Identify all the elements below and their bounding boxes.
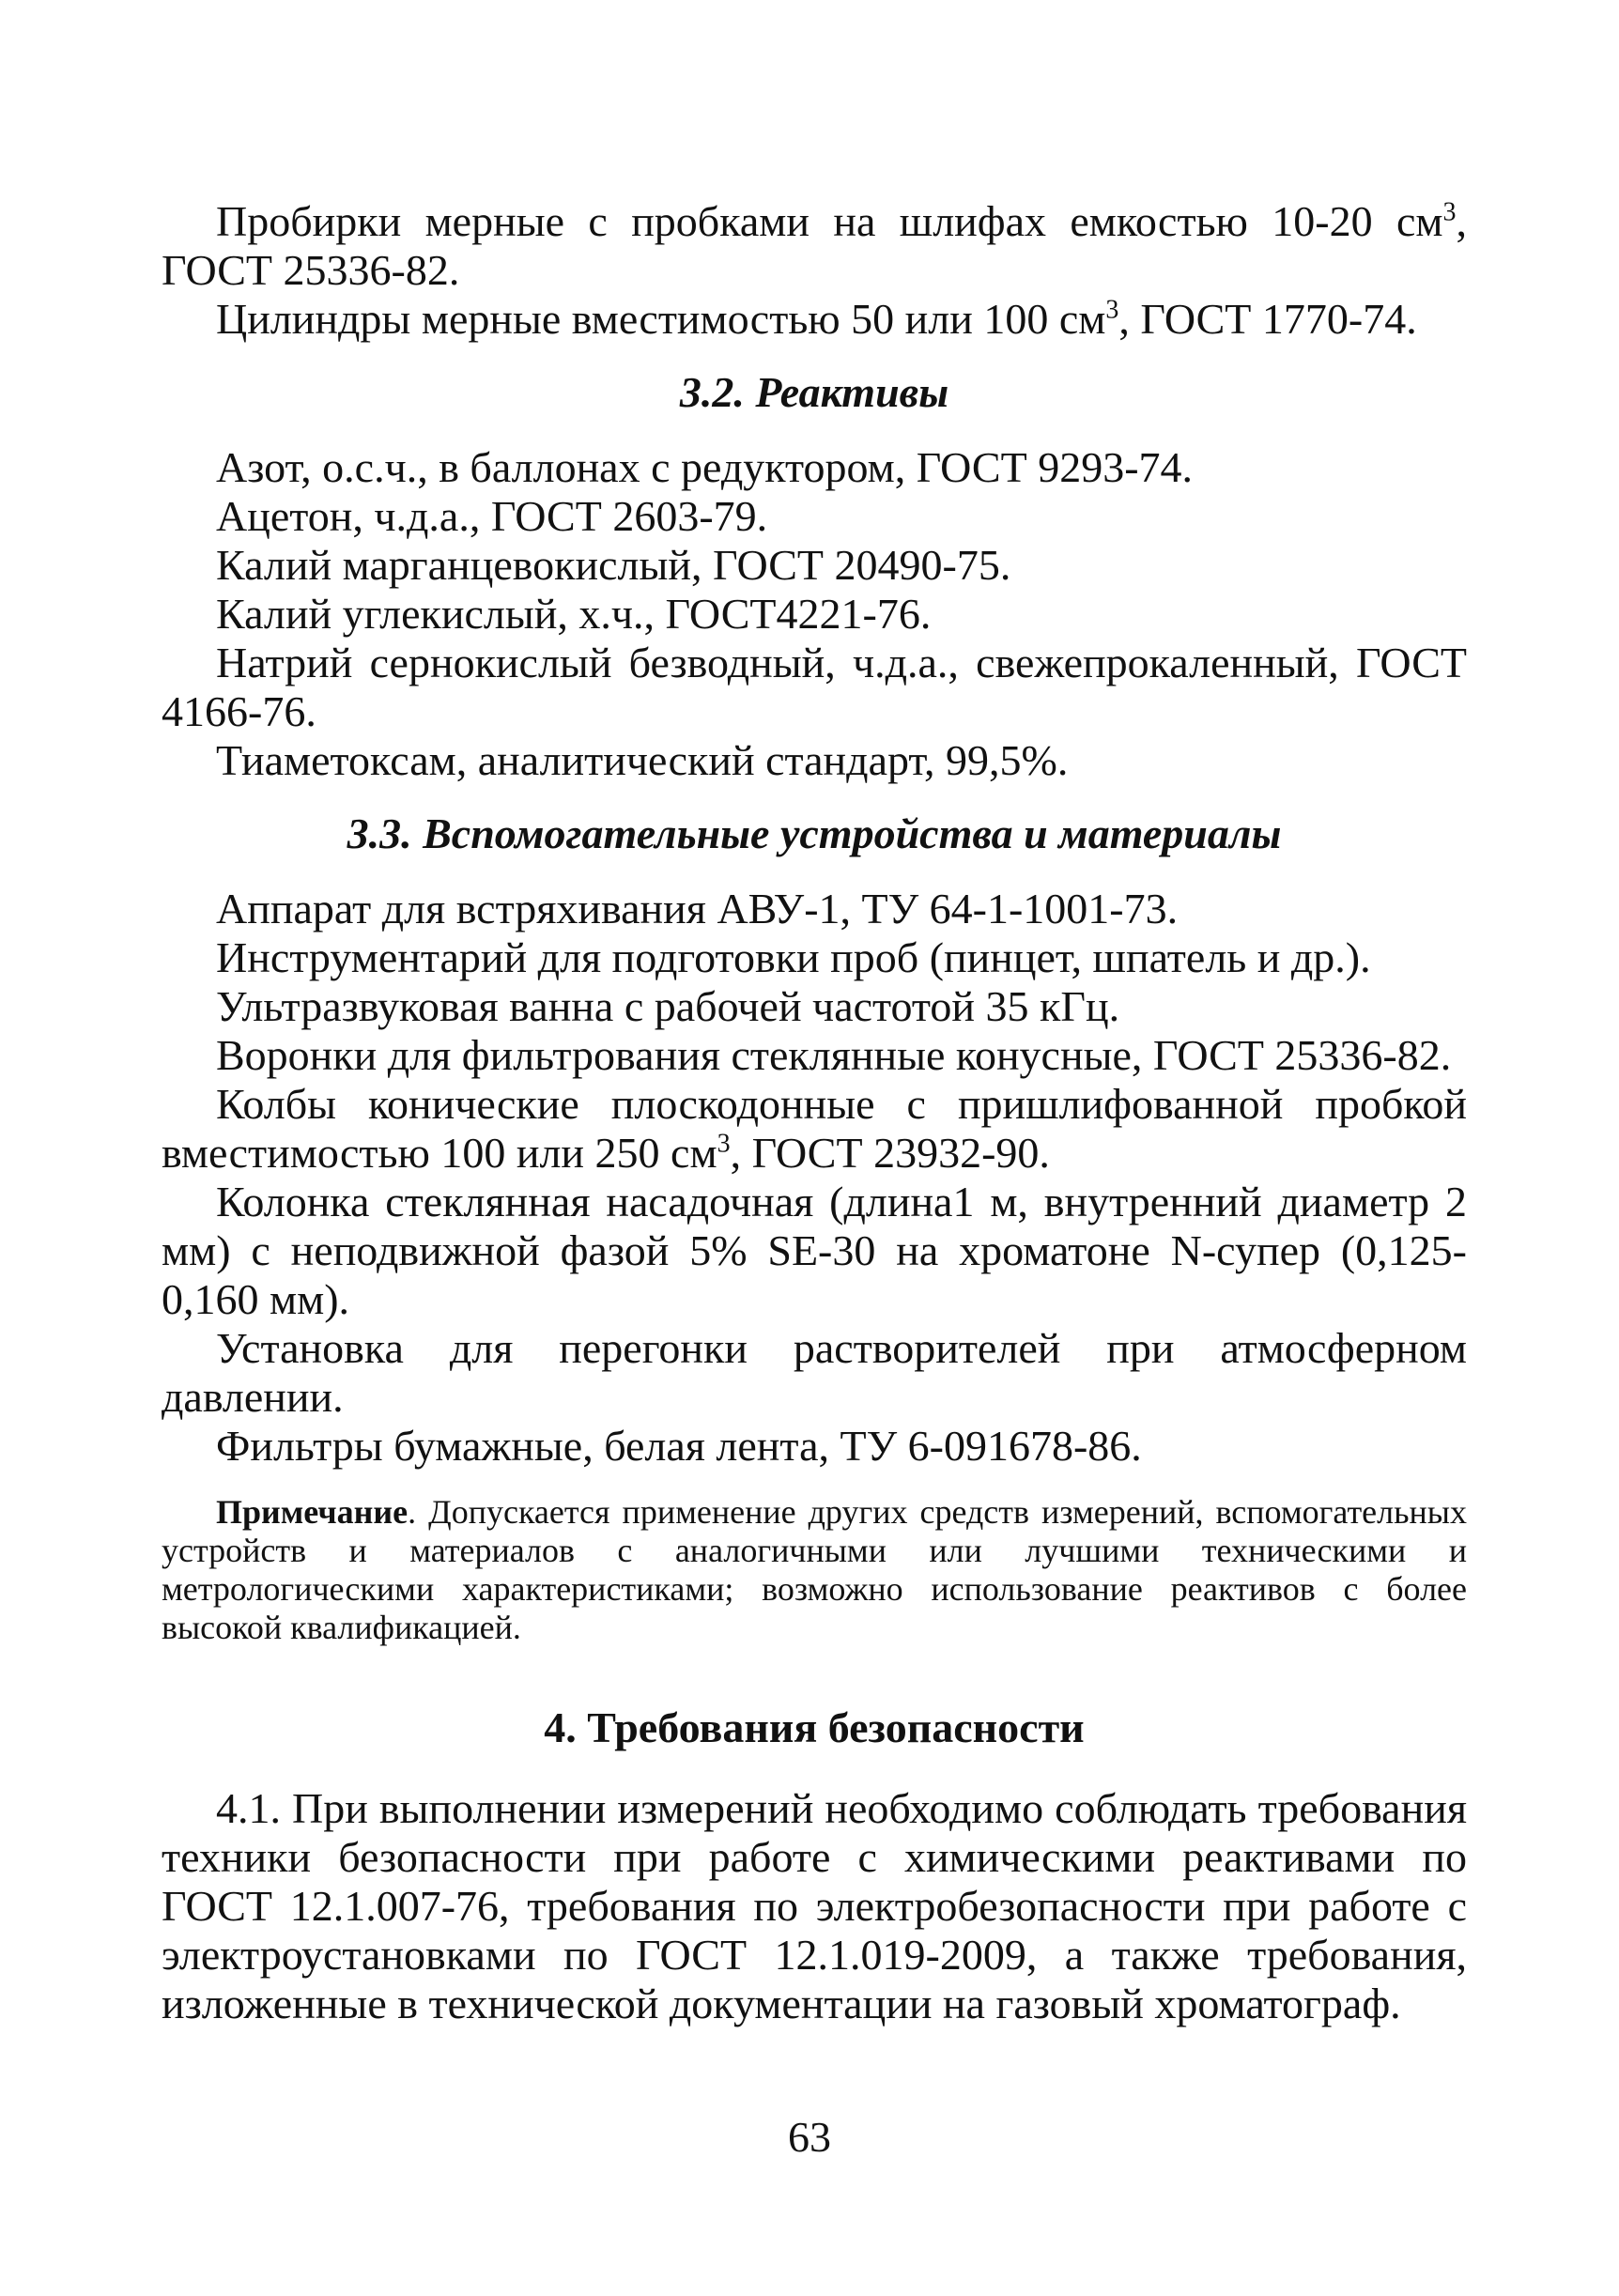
- safety-paragraph: 4.1. При выполнении измерений необходимо соблюдать требования техники безопасности при работе с химическими реактивами по ГОСТ 12.1.007-76, требования по электробезопасности при работе с электроустановками по ГОСТ 12.1.019-2009, а также требования, изложенные в технической документации на газовый хроматограф.: [162, 1784, 1467, 2027]
- section-heading-reagents: 3.2. Реактивы: [679, 368, 949, 416]
- section-heading-safety: 4. Требования безопасности: [544, 1703, 1085, 1751]
- note-text: . Допускается применение других средств измерений, вспомогательных устройств и материалов с аналогичными или лучшими техническими и метрологическими характеристиками; возможно использование реактивов с более высокой квалификацией.: [162, 1493, 1467, 1646]
- auxiliary-item: Колонка стеклянная насадочная (длина1 м, внутренний диаметр 2 мм) с неподвижной фазой 5% SE-30 на хроматоне N-супер (0,125-0,160 мм).: [162, 1178, 1467, 1323]
- text-segment: , ГОСТ 1770-74.: [1118, 295, 1417, 343]
- auxiliary-item: Ультразвуковая ванна с рабочей частотой 35 кГц.: [216, 982, 1120, 1030]
- note-paragraph: [162, 1493, 1467, 1647]
- reagent-item: Азот, о.с.ч., в баллонах с редуктором, ГОСТ 9293-74.: [216, 443, 1194, 491]
- superscript: 3: [1442, 197, 1457, 227]
- auxiliary-item: Аппарат для встряхивания АВУ-1, ТУ 64-1-1001-73.: [216, 885, 1179, 932]
- superscript: 3: [1105, 295, 1119, 325]
- page-number: 63: [788, 2113, 831, 2161]
- note-label: Примечание: [216, 1493, 409, 1531]
- auxiliary-item: Установка для перегонки растворителей при атмосферном давлении.: [162, 1324, 1467, 1421]
- auxiliary-item: Фильтры бумажные, белая лента, ТУ 6-091678-86.: [216, 1422, 1142, 1470]
- reagent-item: Ацетон, ч.д.а., ГОСТ 2603-79.: [216, 492, 768, 540]
- paragraph-test-tubes: [162, 197, 1467, 295]
- text-segment: , ГОСТ 23932-90.: [730, 1129, 1050, 1177]
- paragraph-cylinders: [162, 295, 1467, 344]
- auxiliary-item-flasks: [162, 1080, 1467, 1178]
- text-segment: Пробирки мерные с пробками на шлифах емкостью 10-20 см: [216, 197, 1443, 245]
- page-content: [162, 197, 1467, 2028]
- superscript: 3: [717, 1129, 731, 1159]
- text-segment: Колбы конические плоскодонные с пришлифованной пробкой вместимостью 100 или 250 см: [162, 1080, 1467, 1177]
- auxiliary-item: Воронки для фильтрования стеклянные конусные, ГОСТ 25336-82.: [216, 1031, 1452, 1079]
- reagent-item: Калий углекислый, х.ч., ГОСТ4221-76.: [216, 590, 932, 638]
- text-segment: Цилиндры мерные вместимостью 50 или 100 см: [216, 295, 1106, 343]
- reagent-item: Тиаметоксам, аналитический стандарт, 99,5%.: [216, 736, 1069, 784]
- section-heading-auxiliary: 3.3. Вспомогательные устройства и материалы: [347, 809, 1282, 857]
- text-segment: , ГОСТ 25336-82.: [162, 197, 1467, 294]
- auxiliary-item: Инструментарий для подготовки проб (пинцет, шпатель и др.).: [216, 933, 1371, 981]
- reagent-item: Натрий сернокислый безводный, ч.д.а., свежепрокаленный, ГОСТ 4166-76.: [162, 639, 1467, 735]
- reagent-item: Калий марганцевокислый, ГОСТ 20490-75.: [216, 541, 1011, 589]
